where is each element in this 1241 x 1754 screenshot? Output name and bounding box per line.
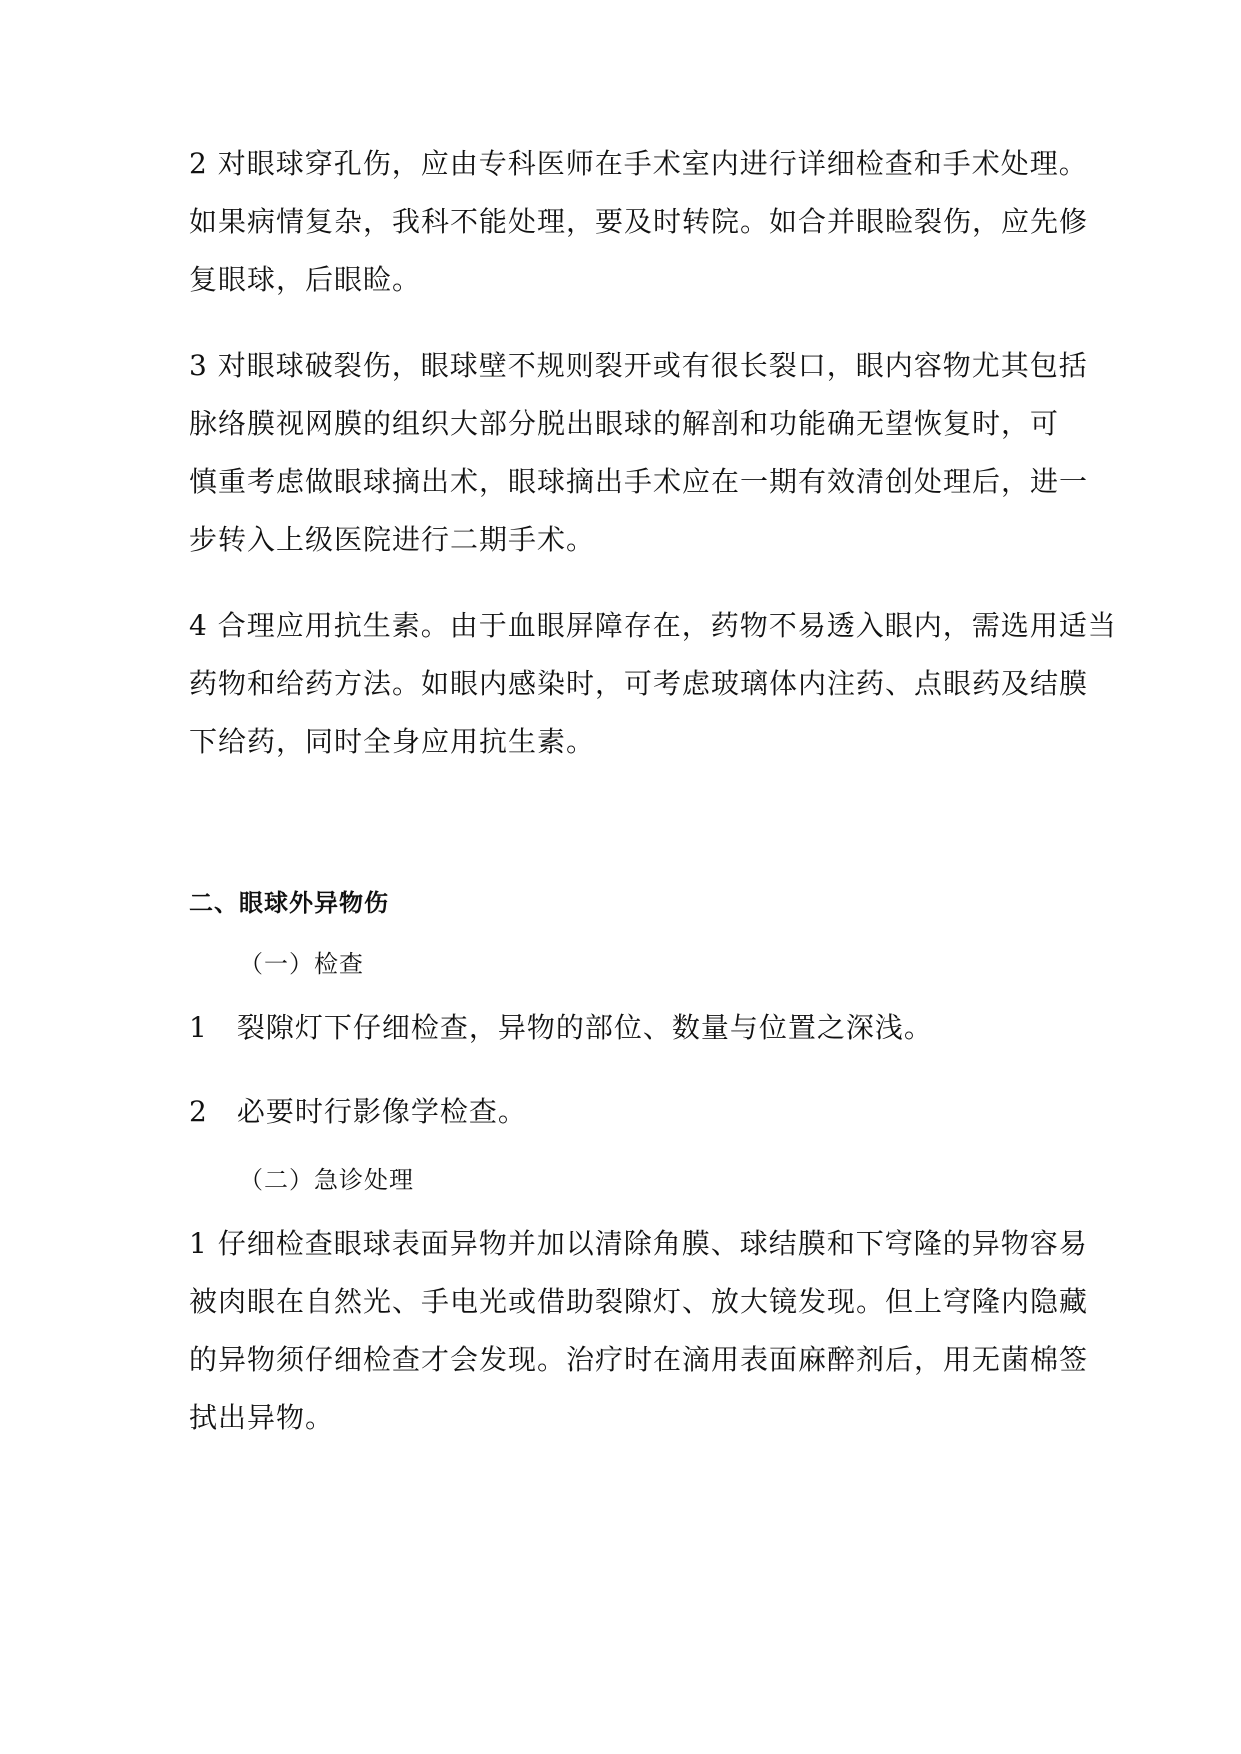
exam-item-1: 1 裂隙灯下仔细检查，异物的部位、数量与位置之深浅。 [189,1011,933,1044]
section-heading: 二、眼球外异物伤 [189,889,389,917]
subsection-heading-emergency: （二）急诊处理 [239,1166,414,1194]
para2-line2: 如果病情复杂，我科不能处理，要及时转院。如合并眼睑裂伤，应先修 [189,205,1089,238]
exam-item-2: 2 必要时行影像学检查。 [189,1095,527,1128]
para3-line3: 慎重考虑做眼球摘出术，眼球摘出手术应在一期有效清创处理后，进一 [189,465,1089,498]
emergency-item1-line2: 被肉眼在自然光、手电光或借助裂隙灯、放大镜发现。但上穹隆内隐藏 [189,1285,1089,1318]
subsection-heading-exam: （一）检查 [239,950,364,978]
para2-line1: 2 对眼球穿孔伤，应由专科医师在手术室内进行详细检查和手术处理。 [189,147,1088,180]
para4-line1: 4 合理应用抗生素。由于血眼屏障存在，药物不易透入眼内，需选用适当 [189,609,1117,642]
para4-line3: 下给药，同时全身应用抗生素。 [189,725,596,758]
para3-line2: 脉络膜视网膜的组织大部分脱出眼球的解剖和功能确无望恢复时，可 [189,407,1060,440]
para4-line2: 药物和给药方法。如眼内感染时，可考虑玻璃体内注药、点眼药及结膜 [189,667,1089,700]
emergency-item1-line4: 拭出异物。 [189,1401,335,1434]
emergency-item1-line3: 的异物须仔细检查才会发现。治疗时在滴用表面麻醉剂后，用无菌棉签 [189,1343,1089,1376]
emergency-item1-line1: 1 仔细检查眼球表面异物并加以清除角膜、球结膜和下穹隆的异物容易 [189,1227,1088,1260]
para2-line3: 复眼球，后眼睑。 [189,263,422,296]
para3-line4: 步转入上级医院进行二期手术。 [189,523,596,556]
para3-line1: 3 对眼球破裂伤，眼球壁不规则裂开或有很长裂口，眼内容物尤其包括 [189,349,1088,382]
